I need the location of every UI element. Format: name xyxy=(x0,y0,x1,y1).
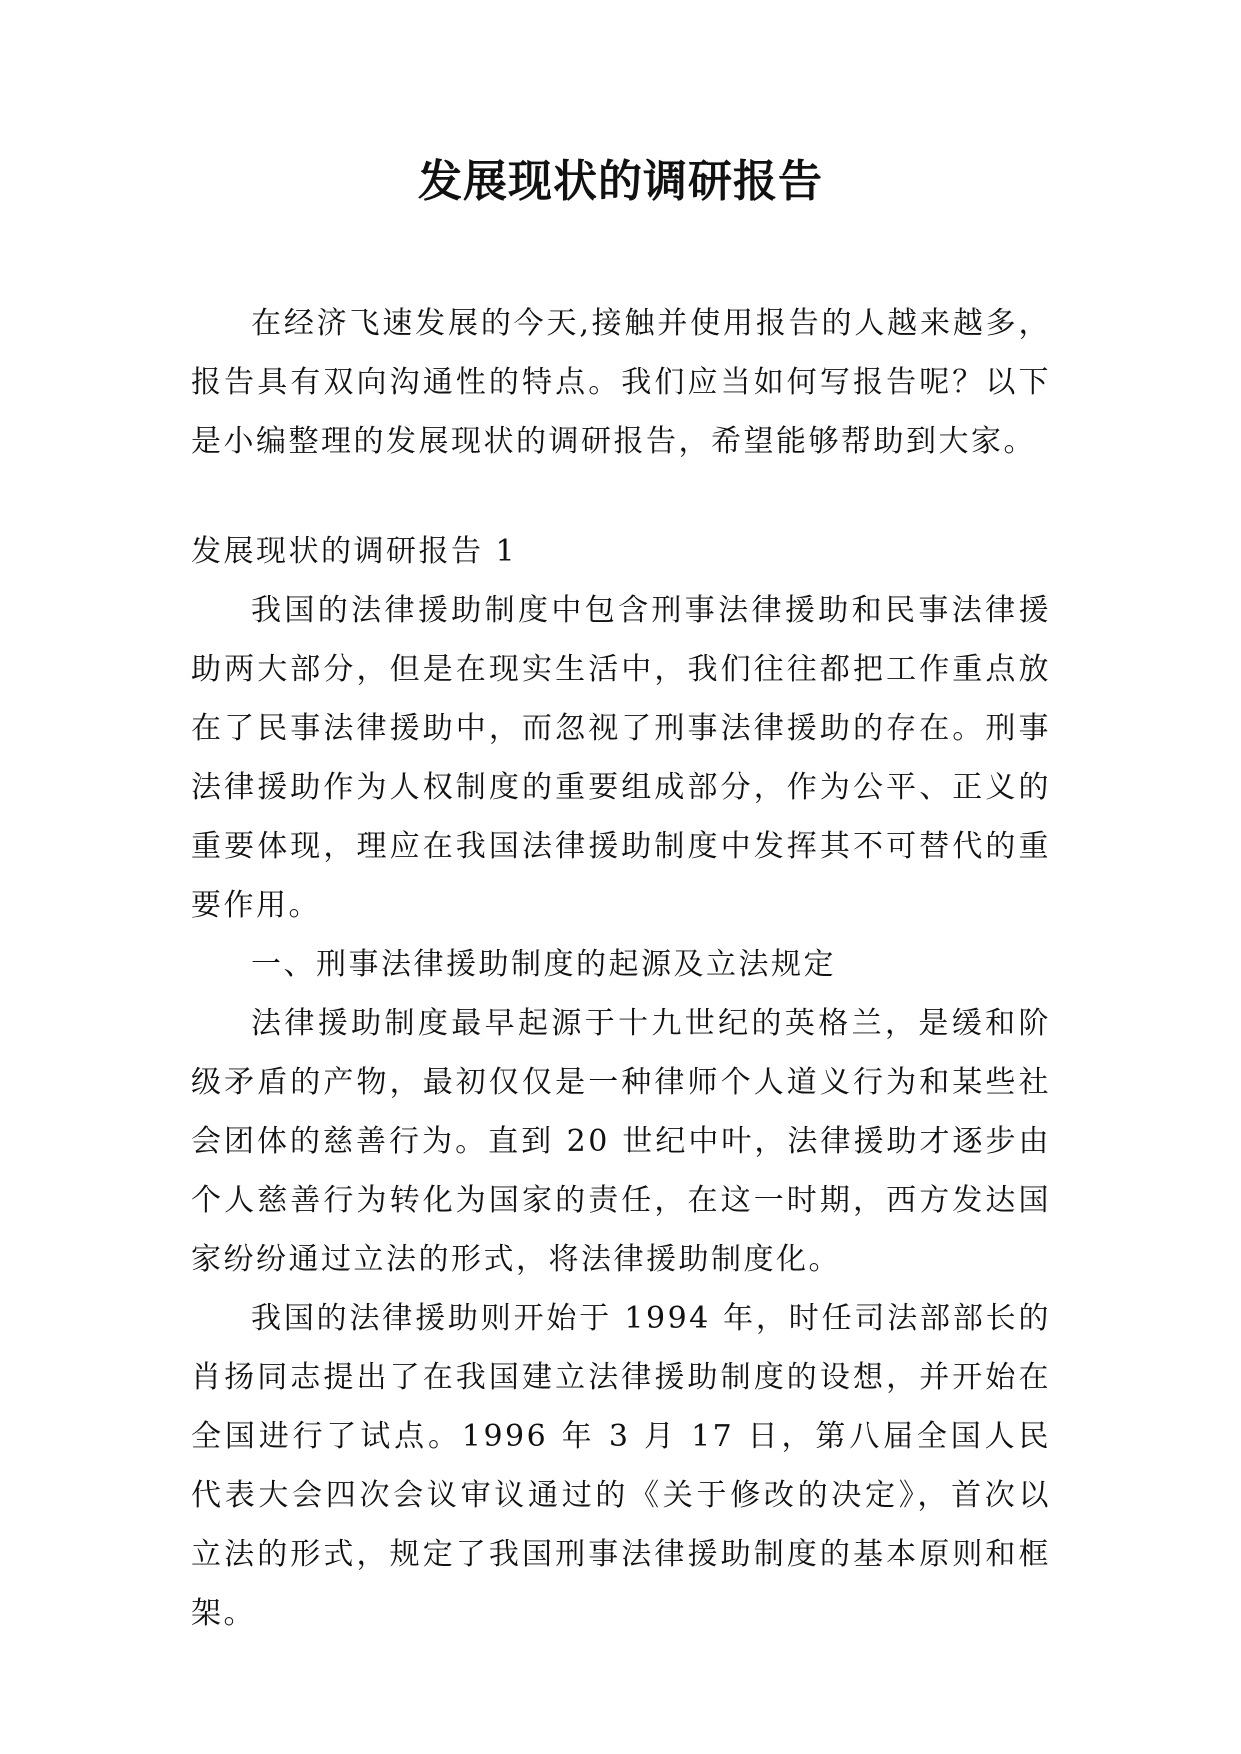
intro-block xyxy=(191,294,1051,471)
body-paragraph-1: 我国的法律援助制度中包含刑事法律援助和民事法律援助两大部分，但是在现实生活中，我们往往都把工作重点放在了民事法律援助中，而忽视了刑事法律援助的存在。刑事法律援助作为人权制度的重要组成部分，作为公平、正义的重要体现，理应在我国法律援助制度中发挥其不可替代的重要作用。 xyxy=(191,593,1051,923)
subsection-heading: 一、刑事法律援助制度的起源及立法规定 xyxy=(251,947,836,982)
section-heading: 发展现状的调研报告 1 xyxy=(191,534,518,569)
intro-paragraph: 在经济飞速发展的今天,接触并使用报告的人越来越多，报告具有双向沟通性的特点。我们应当如何写报告呢？以下是小编整理的发展现状的调研报告，希望能够帮助到大家。 xyxy=(191,306,1051,459)
report-body xyxy=(191,522,1051,1643)
body-paragraph-2: 法律援助制度最早起源于十九世纪的英格兰，是缓和阶级矛盾的产物，最初仅仅是一种律师个人道义行为和某些社会团体的慈善行为。直到 20 世纪中叶，法律援助才逐步由个人慈善行为转化为国家的责任，在这一时期，西方发达国家纷纷通过立法的形式，将法律援助制度化。 xyxy=(191,1006,1051,1277)
body-paragraph-3: 我国的法律援助则开始于 1994 年，时任司法部部长的肖扬同志提出了在我国建立法律援助制度的设想，并开始在全国进行了试点。1996 年 3 月 17 日，第八届全国人民代表大会四次会议审议通过的《关于修改的决定》，首次以立法的形式，规定了我国刑事法律援助制度的基本原则和框架。 xyxy=(191,1301,1051,1631)
document-title: 发展现状的调研报告 xyxy=(418,156,823,207)
